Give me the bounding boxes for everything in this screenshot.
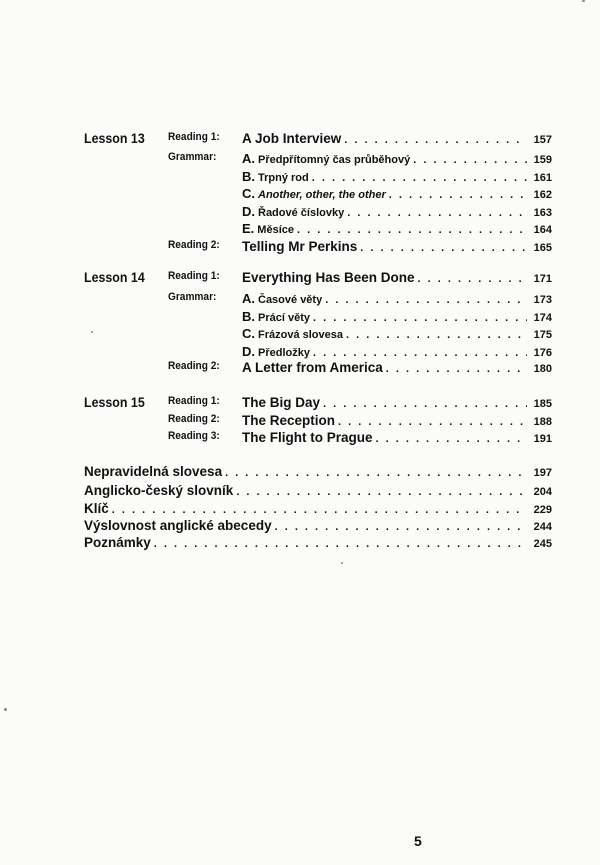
dot-leader bbox=[275, 521, 527, 533]
section-label: Reading 1: bbox=[168, 395, 220, 407]
section-label: Reading 2: bbox=[168, 413, 220, 425]
lesson-heading: Lesson 13 bbox=[84, 131, 145, 146]
page-ref: 165 bbox=[533, 242, 552, 254]
section-label: Reading 2: bbox=[168, 360, 220, 372]
entry-title: Anglicko-český slovník bbox=[84, 483, 234, 498]
dot-leader bbox=[389, 189, 527, 201]
toc-entry bbox=[242, 169, 552, 184]
page-ref: 204 bbox=[533, 486, 552, 498]
toc-entry bbox=[242, 360, 552, 375]
toc-row bbox=[0, 360, 600, 380]
page-ref: 229 bbox=[533, 504, 552, 516]
toc-entry bbox=[242, 270, 552, 285]
section-label: Grammar: bbox=[168, 291, 217, 303]
page-ref: 197 bbox=[533, 467, 552, 479]
dot-leader bbox=[312, 172, 527, 184]
toc-entry bbox=[242, 204, 552, 219]
toc-row bbox=[0, 221, 600, 241]
toc-row bbox=[0, 151, 600, 171]
toc-entry bbox=[242, 430, 552, 445]
entry-title: Prácí věty bbox=[258, 312, 310, 324]
toc-entry bbox=[242, 413, 552, 428]
section-label: Reading 3: bbox=[168, 430, 220, 442]
item-letter: C. bbox=[242, 326, 255, 341]
dot-leader bbox=[112, 504, 527, 516]
page-ref: 188 bbox=[533, 416, 552, 428]
dot-leader bbox=[313, 312, 527, 324]
toc-entry bbox=[84, 483, 552, 498]
page-ref: 191 bbox=[533, 433, 552, 445]
toc-entry bbox=[242, 344, 552, 359]
dot-leader bbox=[225, 467, 527, 479]
entry-title: The Big Day bbox=[242, 395, 321, 410]
toc-entry bbox=[84, 518, 552, 533]
dot-leader bbox=[346, 329, 527, 341]
toc-entry bbox=[242, 221, 552, 236]
section-label: Reading 2: bbox=[168, 239, 220, 251]
toc-entry bbox=[242, 131, 552, 146]
toc-entry bbox=[242, 186, 552, 201]
page-ref: 245 bbox=[533, 538, 552, 550]
entry-title: A Letter from America bbox=[242, 360, 383, 375]
page-ref: 162 bbox=[533, 189, 552, 201]
page-ref: 161 bbox=[533, 172, 552, 184]
page-number: 5 bbox=[414, 833, 422, 849]
entry-title: Řadové číslovky bbox=[258, 207, 345, 219]
lesson-heading: Lesson 14 bbox=[84, 270, 145, 285]
dot-leader bbox=[313, 347, 527, 359]
page-ref: 176 bbox=[533, 347, 552, 359]
entry-title: Nepravidelná slovesa bbox=[84, 464, 223, 479]
item-letter: B. bbox=[242, 169, 255, 184]
dot-leader bbox=[347, 207, 527, 219]
toc-row bbox=[0, 291, 600, 311]
entry-title: A Job Interview bbox=[242, 131, 342, 146]
page-ref: 175 bbox=[533, 329, 552, 341]
dot-leader bbox=[297, 224, 527, 236]
item-letter: D. bbox=[242, 344, 255, 359]
entry-title: Another, other, the other bbox=[258, 189, 386, 201]
entry-title: Everything Has Been Done bbox=[242, 270, 415, 285]
entry-title: Trpný rod bbox=[258, 172, 309, 184]
entry-title: Časové věty bbox=[258, 294, 323, 306]
toc-entry bbox=[242, 151, 552, 166]
entry-title: The Reception bbox=[242, 413, 336, 428]
entry-title: Předpřítomný čas průběhový bbox=[258, 154, 411, 166]
item-letter: C. bbox=[242, 186, 255, 201]
page-ref: 159 bbox=[533, 154, 552, 166]
page-ref: 185 bbox=[533, 398, 552, 410]
dot-leader bbox=[418, 273, 527, 285]
dot-leader bbox=[413, 154, 527, 166]
toc-entry bbox=[84, 464, 552, 479]
page-ref: 157 bbox=[533, 134, 552, 146]
toc-row bbox=[0, 430, 600, 450]
entry-title: The Flight to Prague bbox=[242, 430, 373, 445]
page-ref: 164 bbox=[533, 224, 552, 236]
item-letter: A. bbox=[242, 151, 255, 166]
toc-entry bbox=[84, 501, 552, 516]
entry-title: Klíč bbox=[84, 501, 109, 516]
dot-leader bbox=[154, 538, 527, 550]
toc-row bbox=[0, 395, 600, 415]
toc-entry bbox=[84, 535, 552, 550]
toc-row bbox=[0, 326, 600, 346]
page-ref: 171 bbox=[533, 273, 552, 285]
entry-title: Předložky bbox=[258, 347, 310, 359]
toc-entry bbox=[242, 309, 552, 324]
entry-title: Telling Mr Perkins bbox=[242, 239, 358, 254]
page-ref: 244 bbox=[533, 521, 552, 533]
toc-entry bbox=[242, 326, 552, 341]
toc-entry bbox=[242, 239, 552, 254]
dot-leader bbox=[236, 486, 527, 498]
page-ref: 174 bbox=[533, 312, 552, 324]
lesson-heading: Lesson 15 bbox=[84, 395, 145, 410]
dot-leader bbox=[325, 294, 527, 306]
item-letter: D. bbox=[242, 204, 255, 219]
page-ref: 173 bbox=[533, 294, 552, 306]
item-letter: B. bbox=[242, 309, 255, 324]
dot-leader bbox=[323, 398, 527, 410]
page-ref: 163 bbox=[533, 207, 552, 219]
toc-row bbox=[0, 239, 600, 259]
dot-leader bbox=[376, 433, 528, 445]
appendix-row bbox=[0, 464, 600, 484]
page-ref: 180 bbox=[533, 363, 552, 375]
entry-title: Měsíce bbox=[257, 224, 294, 236]
section-label: Reading 1: bbox=[168, 270, 220, 282]
entry-title: Výslovnost anglické abecedy bbox=[84, 518, 272, 533]
toc-entry bbox=[242, 291, 552, 306]
entry-title: Poznámky bbox=[84, 535, 151, 550]
dot-leader bbox=[360, 242, 527, 254]
appendix-row bbox=[0, 483, 600, 503]
toc-row bbox=[0, 186, 600, 206]
item-letter: A. bbox=[242, 291, 255, 306]
toc-row bbox=[0, 270, 600, 290]
dot-leader bbox=[344, 134, 527, 146]
section-label: Reading 1: bbox=[168, 131, 220, 143]
toc-row bbox=[0, 131, 600, 151]
entry-title: Frázová slovesa bbox=[258, 329, 343, 341]
dot-leader bbox=[386, 363, 527, 375]
section-label: Grammar: bbox=[168, 151, 217, 163]
dot-leader bbox=[338, 416, 527, 428]
appendix-row bbox=[0, 535, 600, 555]
item-letter: E. bbox=[242, 221, 255, 236]
toc-entry bbox=[242, 395, 552, 410]
